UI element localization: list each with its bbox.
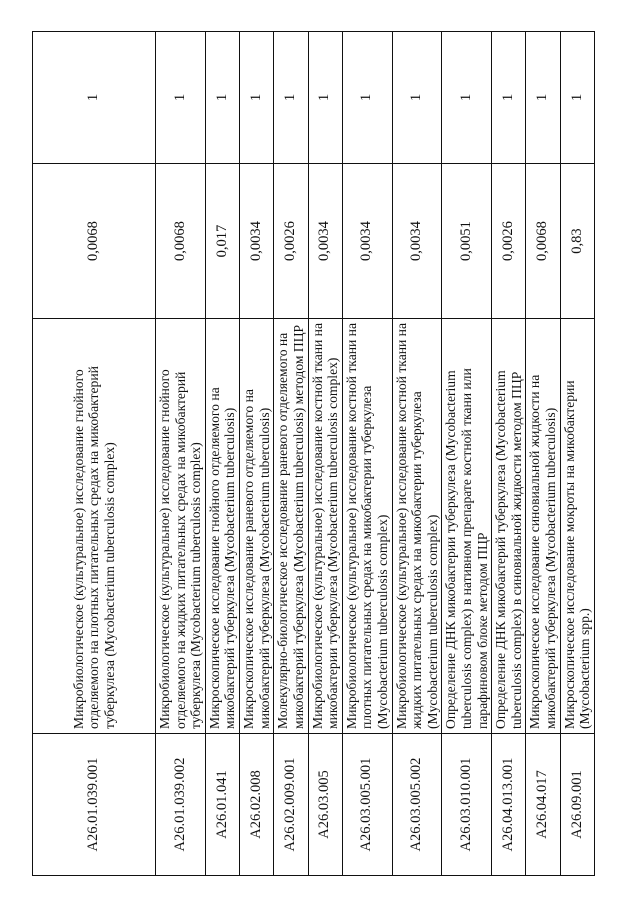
table-row	[560, 32, 594, 876]
multiplicity-value: 1	[274, 32, 308, 164]
services-table	[32, 31, 595, 876]
rotated-page	[32, 32, 595, 876]
table-row	[526, 32, 560, 876]
multiplicity-value: 1	[442, 32, 492, 164]
multiplicity-value: 1	[33, 32, 156, 164]
frequency-value: 0,0034	[308, 164, 342, 319]
table-row	[392, 32, 442, 876]
frequency-value: 0,017	[205, 164, 239, 319]
frequency-value: 0,0026	[274, 164, 308, 319]
service-code: A26.04.017	[526, 734, 560, 876]
service-name: Микробиологическое (культуральное) исследование гнойного отделяемого на жидких питательных средах на микобактерий туберкулеза (Mycobacterium tuberculosis complex)	[156, 319, 206, 734]
frequency-value: 0,0034	[342, 164, 392, 319]
service-code: A26.01.041	[205, 734, 239, 876]
service-code: A26.04.013.001	[492, 734, 526, 876]
service-name: Микробиологическое (культуральное) исследование костной ткани на плотных питательных средах на микобактерии туберкулеза (Mycobacterium tuberculosis complex)	[342, 319, 392, 734]
multiplicity-value: 1	[526, 32, 560, 164]
service-code: A26.02.009.001	[274, 734, 308, 876]
service-code: A26.02.008	[240, 734, 274, 876]
service-name: Микроскопическое исследование мокроты на микобактерии (Mycobacterium spp.)	[560, 319, 594, 734]
frequency-value: 0,0034	[240, 164, 274, 319]
table-row	[342, 32, 392, 876]
frequency-value: 0,0034	[392, 164, 442, 319]
service-code: A26.01.039.002	[156, 734, 206, 876]
multiplicity-value: 1	[492, 32, 526, 164]
service-name: Микроскопическое исследование гнойного отделяемого на микобактерий туберкулеза (Mycobacterium tuberculosis)	[205, 319, 239, 734]
frequency-value: 0,0051	[442, 164, 492, 319]
frequency-value: 0,0068	[156, 164, 206, 319]
service-name: Микроскопическое исследование синовиальной жидкости на микобактерий туберкулеза (Mycobacterium tuberculosis)	[526, 319, 560, 734]
service-code: A26.03.010.001	[442, 734, 492, 876]
frequency-value: 0,0026	[492, 164, 526, 319]
multiplicity-value: 1	[392, 32, 442, 164]
frequency-value: 0,0068	[526, 164, 560, 319]
table-row	[240, 32, 274, 876]
table-row	[492, 32, 526, 876]
table-row	[442, 32, 492, 876]
service-code: A26.03.005.001	[342, 734, 392, 876]
service-name: Микробиологическое (культуральное) исследование гнойного отделяемого на плотных питательных средах на микобактерий туберкулеза (Mycobacterium tuberculosis complex)	[33, 319, 156, 734]
service-name: Микроскопическое исследование раневого отделяемого на микобактерий туберкулеза (Mycobacterium tuberculosis)	[240, 319, 274, 734]
service-code: A26.03.005.002	[392, 734, 442, 876]
multiplicity-value: 1	[240, 32, 274, 164]
service-name: Микробиологическое (культуральное) исследование костной ткани на микобактерии туберкулеза (Mycobacterium tuberculosis complex)	[308, 319, 342, 734]
multiplicity-value: 1	[156, 32, 206, 164]
table-row	[274, 32, 308, 876]
service-name: Определение ДНК микобактерии туберкулеза (Mycobacterium tuberculosis complex) в нативном препарате костной ткани или парафиновом блоке методом ПЦР	[442, 319, 492, 734]
service-name: Микробиологическое (культуральное) исследование костной ткани на жидких питательных средах на микобактерии туберкулеза (Mycobacterium tuberculosis complex)	[392, 319, 442, 734]
table-row	[33, 32, 156, 876]
service-code: A26.03.005	[308, 734, 342, 876]
service-name: Определение ДНК микобактерий туберкулеза (Mycobacterium tuberculosis complex) в синовиальной жидкости методом ПЦР	[492, 319, 526, 734]
service-code: A26.01.039.001	[33, 734, 156, 876]
table-row	[156, 32, 206, 876]
multiplicity-value: 1	[560, 32, 594, 164]
multiplicity-value: 1	[342, 32, 392, 164]
frequency-value: 0,0068	[33, 164, 156, 319]
page-content	[32, 32, 595, 876]
service-code: A26.09.001	[560, 734, 594, 876]
table-row	[308, 32, 342, 876]
multiplicity-value: 1	[205, 32, 239, 164]
multiplicity-value: 1	[308, 32, 342, 164]
frequency-value: 0,83	[560, 164, 594, 319]
table-row	[205, 32, 239, 876]
service-name: Молекулярно-биологическое исследование раневого отделяемого на микобактерий туберкулеза (Mycobacterium tuberculosis) методом ПЦР	[274, 319, 308, 734]
